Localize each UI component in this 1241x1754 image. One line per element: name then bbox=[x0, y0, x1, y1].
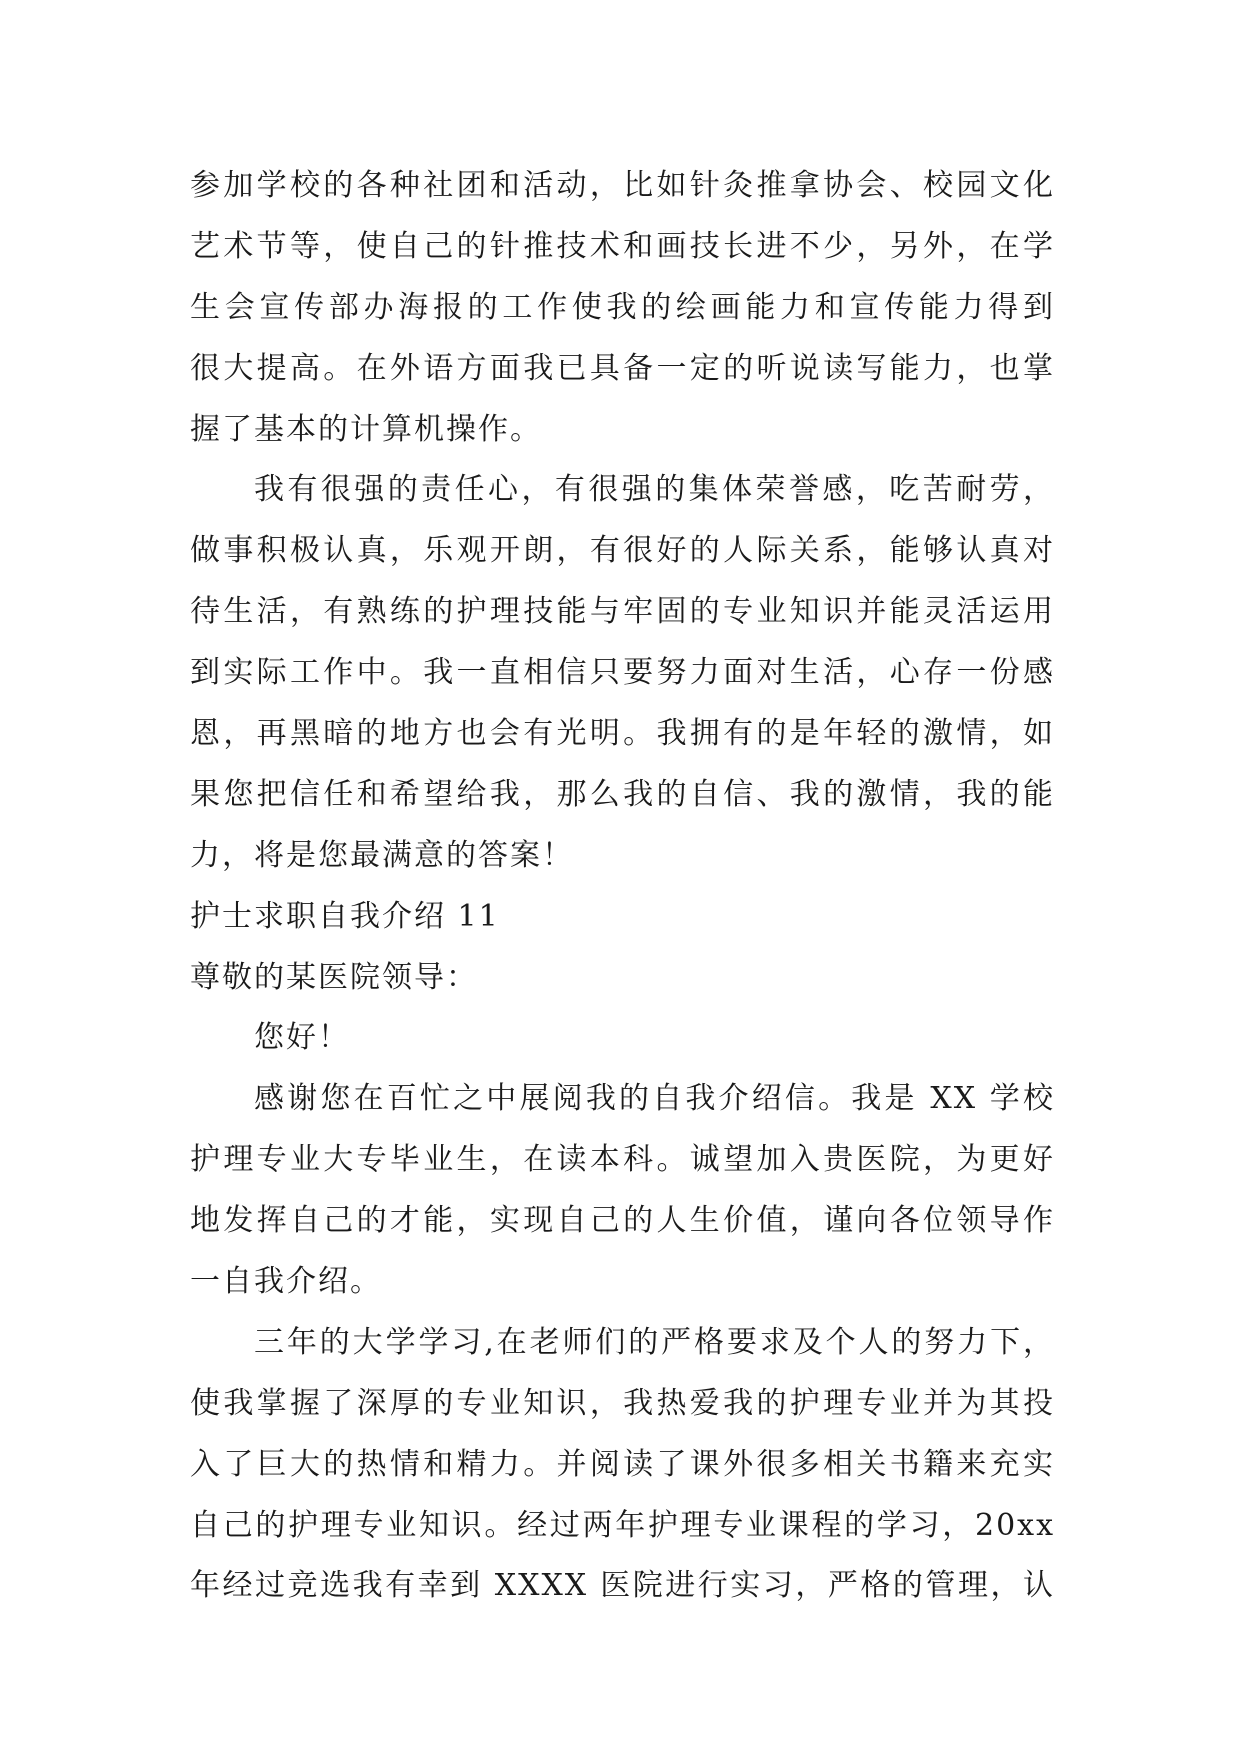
text-line: 果您把信任和希望给我，那么我的自信、我的激情，我的能 bbox=[190, 776, 1055, 812]
text-line: 使我掌握了深厚的专业知识，我热爱我的护理专业并为其投 bbox=[190, 1385, 1055, 1421]
text-line: 握了基本的计算机操作。 bbox=[190, 411, 542, 447]
paragraph-start-line: 我有很强的责任心，有很强的集体荣誉感，吃苦耐劳， bbox=[254, 472, 1055, 508]
text-line: 一自我介绍。 bbox=[190, 1264, 382, 1300]
text-line: 艺术节等，使自己的针推技术和画技长进不少，另外，在学 bbox=[190, 228, 1055, 264]
text-line: 待生活，有熟练的护理技能与牢固的专业知识并能灵活运用 bbox=[190, 594, 1055, 630]
document-body bbox=[190, 156, 1055, 1617]
text-line: 做事积极认真，乐观开朗，有很好的人际关系，能够认真对 bbox=[190, 533, 1055, 569]
section-heading: 护士求职自我介绍 11 bbox=[190, 898, 500, 934]
text-line: 生会宣传部办海报的工作使我的绘画能力和宣传能力得到 bbox=[190, 289, 1055, 325]
text-line: 入了巨大的热情和精力。并阅读了课外很多相关书籍来充实 bbox=[190, 1446, 1055, 1482]
paragraph-start-line: 感谢您在百忙之中展阅我的自我介绍信。我是 XX 学校 bbox=[254, 1081, 1055, 1117]
salutation: 尊敬的某医院领导： bbox=[190, 959, 478, 995]
text-line: 很大提高。在外语方面我已具备一定的听说读写能力，也掌 bbox=[190, 350, 1055, 386]
text-line: 力，将是您最满意的答案！ bbox=[190, 837, 574, 873]
greeting: 您好！ bbox=[254, 1020, 350, 1056]
paragraph-start-line: 三年的大学学习,在老师们的严格要求及个人的努力下， bbox=[254, 1324, 1055, 1360]
text-line: 到实际工作中。我一直相信只要努力面对生活，心存一份感 bbox=[190, 655, 1055, 691]
text-line: 参加学校的各种社团和活动，比如针灸推拿协会、校园文化 bbox=[190, 168, 1055, 203]
text-line: 地发挥自己的才能，实现自己的人生价值，谨向各位领导作 bbox=[190, 1203, 1055, 1239]
text-line: 年经过竞选我有幸到 XXXX 医院进行实习，严格的管理，认 bbox=[190, 1568, 1055, 1604]
text-line: 自己的护理专业知识。经过两年护理专业课程的学习，20xx bbox=[190, 1507, 1055, 1543]
text-line: 恩，再黑暗的地方也会有光明。我拥有的是年轻的激情，如 bbox=[190, 716, 1055, 752]
text-line: 护理专业大专毕业生，在读本科。诚望加入贵医院，为更好 bbox=[190, 1142, 1055, 1178]
